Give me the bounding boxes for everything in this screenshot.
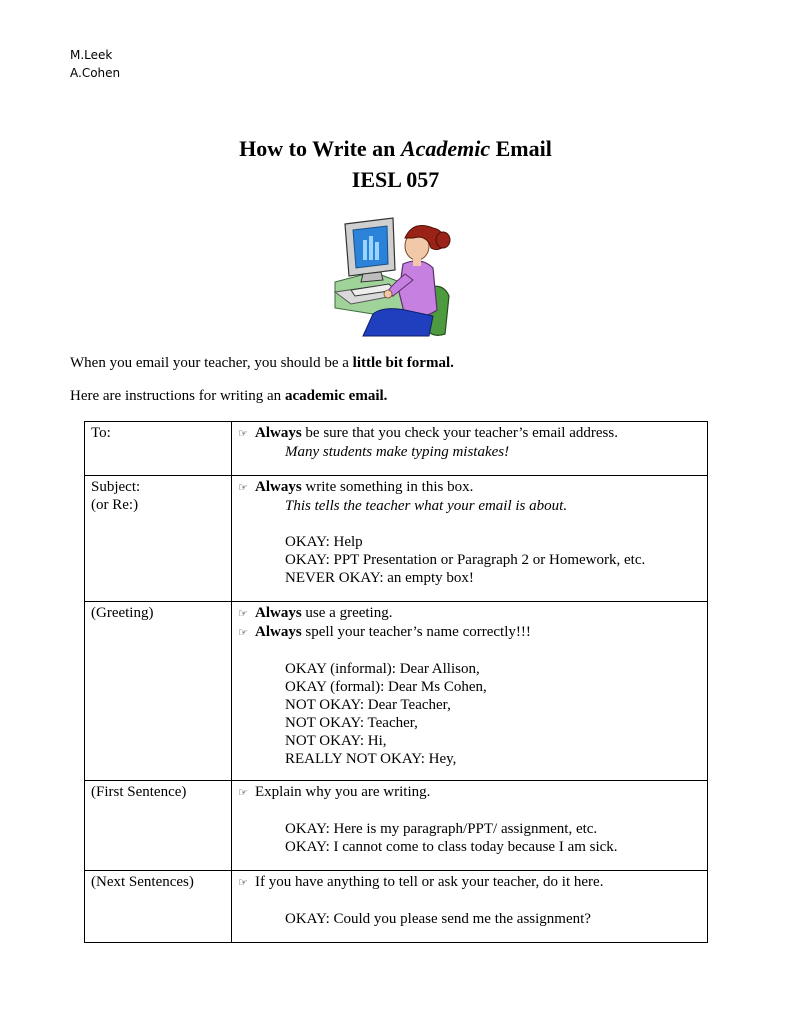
bullet-to-1 [238, 424, 701, 443]
bullet-bold: Always [255, 624, 302, 640]
example-line: OKAY (formal): Dear Ms Cohen, [285, 679, 487, 695]
intro-1-text: When you email your teacher, you should be a [70, 355, 353, 371]
instructions-subject [232, 476, 708, 602]
author-1: M.Leek [70, 48, 113, 62]
label-to-text: To: [91, 425, 111, 441]
spacer [238, 892, 701, 910]
pointing-hand-icon: ☞ [238, 607, 248, 620]
label-subject-text: Subject: [91, 479, 141, 495]
table-row-greeting [85, 602, 708, 781]
woman-at-computer-illustration [333, 212, 457, 338]
title-part-2: Email [490, 136, 552, 161]
example-line: NOT OKAY: Dear Teacher, [285, 697, 451, 713]
bullet-text: be sure that you check your teacher’s email address. [301, 425, 618, 441]
course-code: IESL 057 [351, 167, 440, 192]
example-line: OKAY: PPT Presentation or Paragraph 2 or Homework, etc. [285, 552, 646, 568]
bullet-greeting-1 [238, 604, 701, 623]
table-row-next-sentences [85, 871, 708, 943]
bullet-subject-1 [238, 478, 701, 497]
note-subject: This tells the teacher what your email is about. [285, 498, 568, 514]
label-greeting [85, 602, 232, 781]
intro-paragraph-2 [70, 388, 387, 405]
intro-2-text: Here are instructions for writing an [70, 388, 285, 404]
label-subject [85, 476, 232, 602]
bullet-greeting-2 [238, 623, 701, 642]
title-italic-word: Academic [400, 136, 491, 161]
example-line: OKAY (informal): Dear Allison, [285, 661, 480, 677]
bullet-bold: Always [255, 425, 302, 441]
instructions-next-sentences [232, 871, 708, 943]
bullet-text: write something in this box. [301, 479, 474, 495]
bullet-next-1 [238, 873, 701, 892]
bullet-text: If you have anything to tell or ask your teacher, do it here. [255, 874, 604, 890]
author-2: A.Cohen [70, 66, 121, 80]
instructions-first-sentence [232, 781, 708, 871]
example-line: NOT OKAY: Hi, [285, 733, 387, 749]
spacer [238, 802, 701, 820]
bullet-first-1 [238, 783, 701, 802]
example-line: OKAY: Help [285, 534, 363, 550]
example-line: OKAY: Here is my paragraph/PPT/ assignment, etc. [285, 821, 598, 837]
label-next-sentences [85, 871, 232, 943]
author-names [70, 46, 120, 82]
bullet-text: Explain why you are writing. [255, 784, 431, 800]
example-line: OKAY: Could you please send me the assignment? [285, 911, 591, 927]
label-subject-alt: (or Re:) [91, 497, 139, 513]
example-line: NEVER OKAY: an empty box! [285, 570, 474, 586]
table-row-subject [85, 476, 708, 602]
bullet-bold: Always [255, 605, 302, 621]
title-line-1 [0, 133, 791, 164]
table-row-to [85, 422, 708, 476]
pointing-hand-icon: ☞ [238, 786, 248, 799]
bullet-text: spell your teacher’s name correctly!!! [301, 624, 531, 640]
intro-2-emphasis: academic email. [284, 388, 388, 404]
bullet-text: use a greeting. [301, 605, 393, 621]
example-line: NOT OKAY: Teacher, [285, 715, 418, 731]
label-to [85, 422, 232, 476]
intro-paragraph-1 [70, 355, 454, 372]
table-row-first-sentence [85, 781, 708, 871]
intro-1-emphasis: little bit formal. [352, 355, 454, 371]
title-part-1: How to Write an [239, 136, 401, 161]
note-to: Many students make typing mistakes! [285, 444, 510, 460]
example-line: OKAY: I cannot come to class today because I am sick. [285, 839, 618, 855]
spacer [238, 642, 701, 660]
page-title [0, 133, 791, 195]
email-guide-table [84, 421, 708, 943]
spacer [238, 515, 701, 533]
bullet-bold: Always [255, 479, 302, 495]
pointing-hand-icon: ☞ [238, 481, 248, 494]
pointing-hand-icon: ☞ [238, 876, 248, 889]
label-greeting-text: (Greeting) [91, 605, 154, 621]
instructions-greeting [232, 602, 708, 781]
instructions-to [232, 422, 708, 476]
label-first-text: (First Sentence) [91, 784, 187, 800]
label-next-text: (Next Sentences) [91, 874, 194, 890]
pointing-hand-icon: ☞ [238, 427, 248, 440]
label-first-sentence [85, 781, 232, 871]
example-line: REALLY NOT OKAY: Hey, [285, 751, 457, 767]
pointing-hand-icon: ☞ [238, 626, 248, 639]
